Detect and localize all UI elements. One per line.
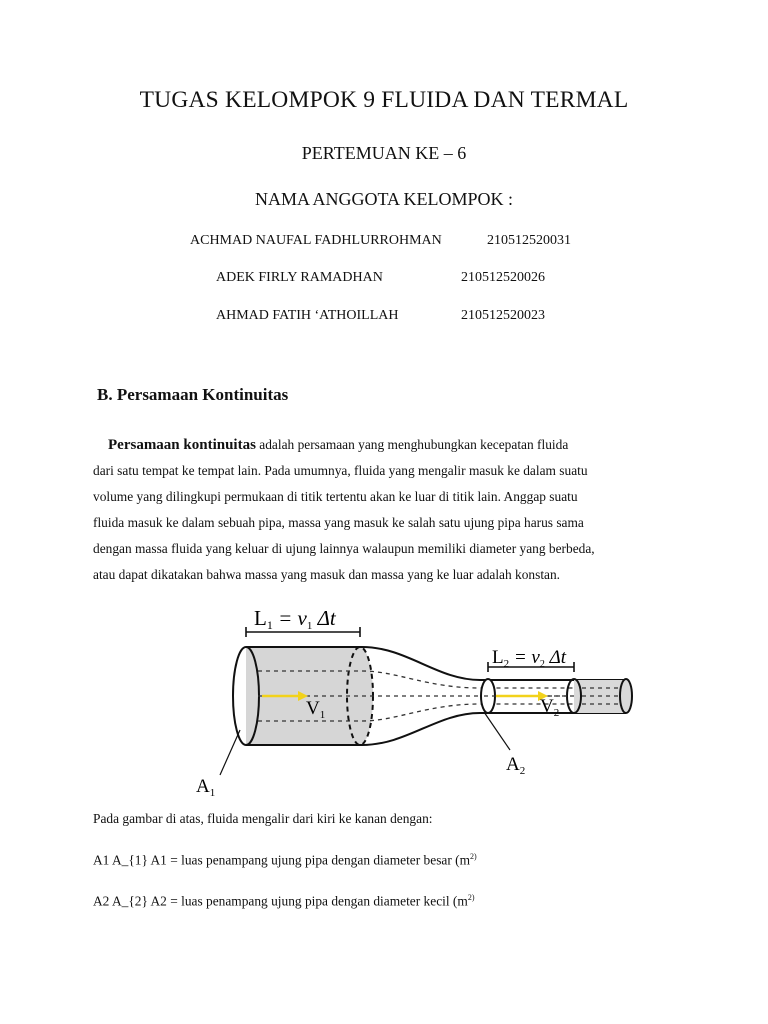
after-figure-text: Pada gambar di atas, fluida mengalir dari kiri ke kanan dengan: (93, 811, 433, 826)
member-nim: 210512520026 (461, 270, 545, 285)
paragraph-line: atau dapat dikatakan bahwa massa yang masuk dan massa yang ke luar adalah konstan. (93, 567, 561, 582)
member-name: ACHMAD NAUFAL FADHLURROHMAN (190, 233, 442, 248)
document-title: TUGAS KELOMPOK 9 FLUIDA DAN TERMAL (139, 87, 629, 113)
a2-definition: A2 A_{2} A2 = luas penampang ujung pipa dengan diameter kecil ($m^{2)}$ (93, 893, 475, 909)
paragraph-line: adalah persamaan yang menghubungkan kecepatan fluida (255, 437, 569, 452)
paragraph-line: volume yang dilingkupi permukaan di titik tertentu akan ke luar di titik lain. Anggap suatu (93, 489, 578, 504)
v1-label: $V_1$ (306, 698, 326, 721)
v2-label: $V_2$ (540, 696, 560, 719)
a1-label: $A_1$ (196, 776, 216, 799)
paragraph-line: dengan massa fluida yang keluar di ujung lainnya walaupun memiliki diameter yang berbeda, (93, 541, 595, 556)
a2-pointer (484, 712, 510, 750)
l2-label: $L_2 = v_2$ Δt (492, 647, 567, 670)
pipe-diagram (196, 600, 642, 800)
l1-label: L1 = v1 Δt (254, 606, 336, 632)
pipe-right-opening (620, 679, 632, 713)
member-nim: 210512520031 (487, 233, 571, 248)
a2-label: $A_2$ (506, 754, 526, 777)
a1-definition: A1 A_{1} A1 = luas penampang ujung pipa dengan diameter besar ($m^{2)}$ (93, 852, 477, 868)
document-subtitle: PERTEMUAN KE – 6 (301, 143, 467, 163)
paragraph-line: fluida masuk ke dalam sebuah pipa, massa yang masuk ke salah satu ujung pipa harus sama (93, 515, 584, 530)
members-heading: NAMA ANGGOTA KELOMPOK : (254, 189, 514, 209)
a1-pointer (220, 730, 240, 775)
term-bold: Persamaan kontinuitas (108, 437, 256, 453)
shaded-end-1 (347, 647, 373, 745)
member-name: AHMAD FATIH ‘ATHOILLAH (216, 308, 399, 323)
body-paragraph (93, 432, 683, 588)
member-nim: 210512520023 (461, 308, 545, 323)
paragraph-line: dari satu tempat ke tempat lain. Pada umumnya, fluida yang mengalir masuk ke dalam suatu (93, 463, 588, 478)
member-name: ADEK FIRLY RAMADHAN (216, 270, 383, 285)
section-heading: B. Persamaan Kontinuitas (97, 385, 289, 404)
